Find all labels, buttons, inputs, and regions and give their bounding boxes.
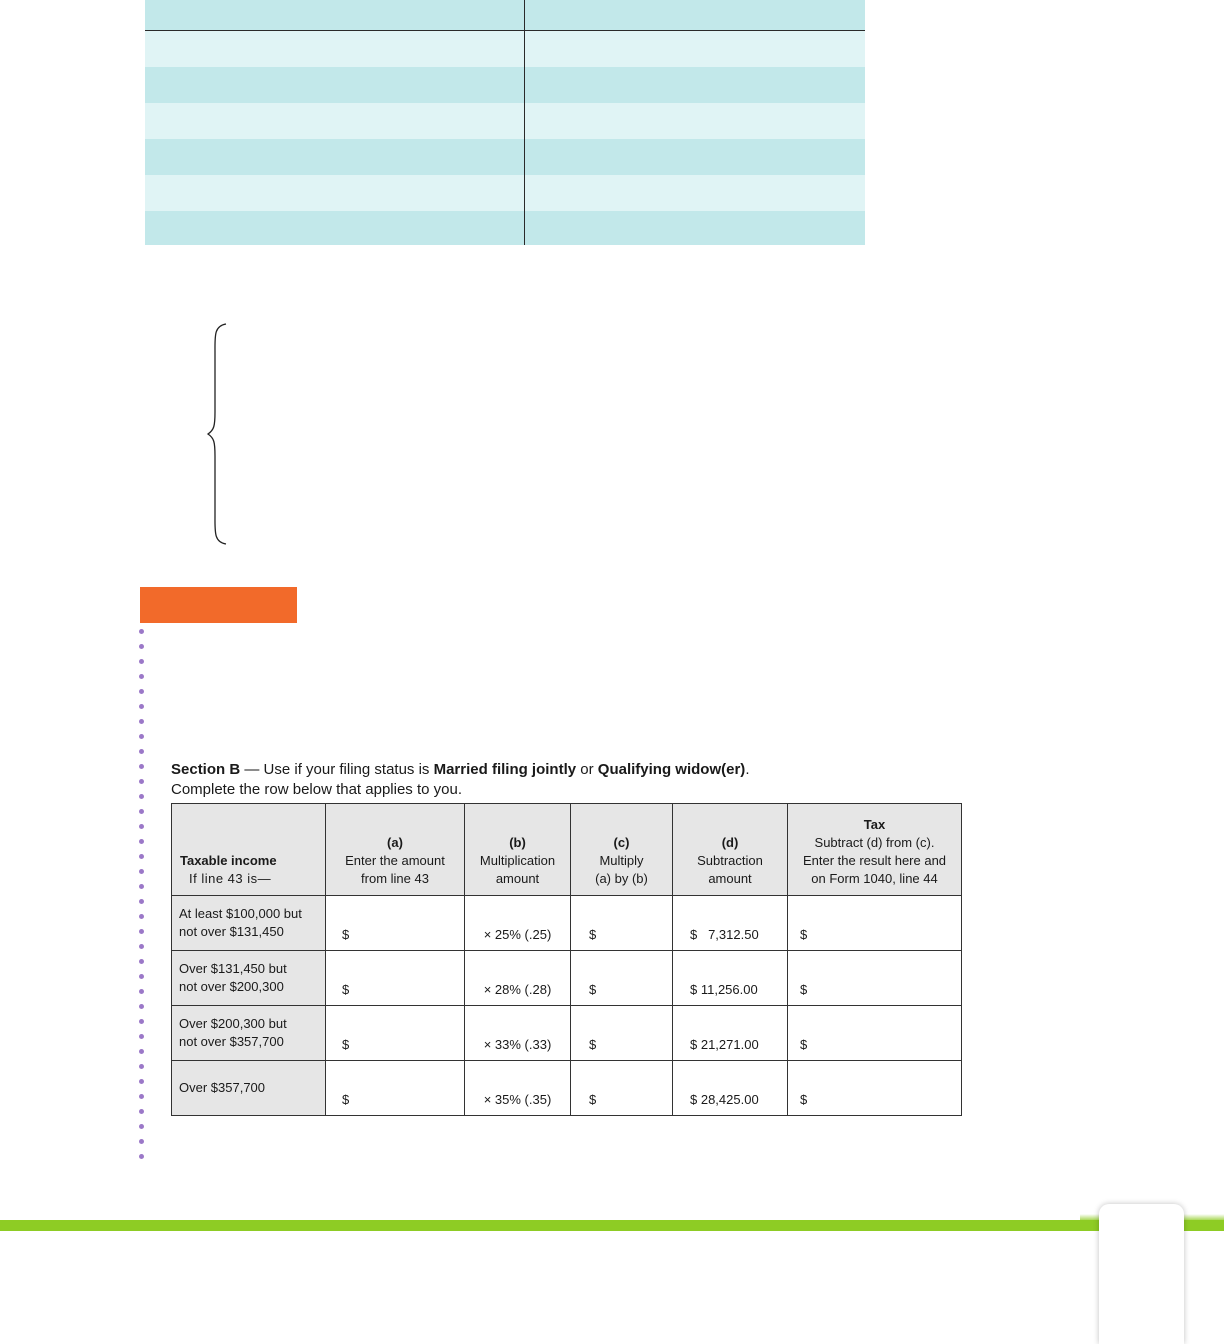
product-c-field[interactable]: $ <box>571 951 673 1006</box>
header-col-tax <box>788 804 962 896</box>
period-text: . <box>745 761 750 778</box>
amount-a-field[interactable]: $ <box>326 1061 465 1116</box>
dotted-margin-line <box>138 626 146 1166</box>
table-row <box>172 1061 962 1116</box>
header-c-line1: Multiply <box>599 853 644 868</box>
striped-table-header <box>145 0 865 31</box>
header-taxable-income <box>172 804 326 896</box>
multiplier-cell: × 35% (.35) <box>465 1061 571 1116</box>
header-a-line2: from line 43 <box>361 871 429 886</box>
header-a-line1: Enter the amount <box>345 853 445 868</box>
striped-row <box>145 211 865 245</box>
amount-a-field[interactable]: $ <box>326 951 465 1006</box>
income-line1: Over $357,700 <box>179 1080 266 1095</box>
header-col-a <box>326 804 465 896</box>
header-b-line2: amount <box>495 871 540 886</box>
header-c-title: (c) <box>613 835 630 850</box>
multiplier-cell: × 33% (.33) <box>465 1006 571 1061</box>
table-row <box>172 951 962 1006</box>
income-line2: not over $200,300 <box>179 979 284 994</box>
table-header-row <box>172 804 962 896</box>
header-c-line2: (a) by (b) <box>595 871 648 886</box>
striped-row <box>145 31 865 67</box>
subtraction-cell: $ 21,271.00 <box>673 1006 788 1061</box>
header-col-b <box>465 804 571 896</box>
header-b-line1: Multiplication <box>479 853 556 868</box>
header-b-title: (b) <box>509 835 526 850</box>
tax-computation-table <box>171 803 962 1116</box>
status-widow: Qualifying widow(er) <box>597 761 746 778</box>
subtraction-cell: $ 28,425.00 <box>673 1061 788 1116</box>
multiplier-cell: × 28% (.28) <box>465 951 571 1006</box>
header-a-title: (a) <box>387 835 403 850</box>
income-range-cell <box>172 1006 326 1061</box>
tax-result-field[interactable]: $ <box>788 1061 962 1116</box>
subtraction-cell: $ 11,256.00 <box>673 951 788 1006</box>
header-tax-title: Tax <box>863 817 886 832</box>
header-tax-line1: Subtract (d) from (c). <box>814 835 935 850</box>
income-line2: not over $131,450 <box>179 924 284 939</box>
striped-table <box>145 0 865 245</box>
tax-result-field[interactable]: $ <box>788 896 962 951</box>
orange-section-tab <box>140 587 297 623</box>
status-married: Married filing jointly <box>433 761 577 778</box>
header-col-d <box>673 804 788 896</box>
footer-green-bar <box>0 1220 1224 1231</box>
striped-row <box>145 175 865 211</box>
section-subtitle: Complete the row below that applies to you. <box>171 781 462 798</box>
income-range-cell <box>172 951 326 1006</box>
page-number-tab <box>1099 1204 1184 1344</box>
striped-row <box>145 139 865 175</box>
header-divider <box>145 30 865 31</box>
income-line1: Over $200,300 but <box>179 1016 287 1031</box>
header-income-sub: If line 43 is— <box>189 871 272 886</box>
header-d-title: (d) <box>721 835 739 850</box>
multiplier-cell: × 25% (.25) <box>465 896 571 951</box>
income-range-cell <box>172 896 326 951</box>
section-label: Section B <box>171 761 241 778</box>
table-row <box>172 896 962 951</box>
income-line1: Over $131,450 but <box>179 961 287 976</box>
product-c-field[interactable]: $ <box>571 896 673 951</box>
header-tax-line2: Enter the result here and <box>802 853 947 868</box>
header-tax-line3: on Form 1040, line 44 <box>811 871 938 886</box>
amount-a-field[interactable]: $ <box>326 896 465 951</box>
table-row <box>172 1006 962 1061</box>
product-c-field[interactable]: $ <box>571 1006 673 1061</box>
amount-a-field[interactable]: $ <box>326 1006 465 1061</box>
income-range-cell <box>172 1061 326 1116</box>
section-title <box>171 760 749 779</box>
tax-result-field[interactable]: $ <box>788 951 962 1006</box>
header-d-line2: amount <box>708 871 752 886</box>
header-income-title: Taxable income <box>180 853 277 868</box>
income-line1: At least $100,000 but <box>179 906 302 921</box>
curly-brace-icon <box>200 322 230 546</box>
striped-row <box>145 103 865 139</box>
product-c-field[interactable]: $ <box>571 1061 673 1116</box>
striped-row <box>145 67 865 103</box>
income-line2: not over $357,700 <box>179 1034 284 1049</box>
subtraction-cell: $ 7,312.50 <box>673 896 788 951</box>
section-dash-text: — Use if your filing status is <box>240 761 434 778</box>
or-text: or <box>576 761 598 778</box>
header-d-line1: Subtraction <box>697 853 763 868</box>
tax-result-field[interactable]: $ <box>788 1006 962 1061</box>
header-col-c <box>571 804 673 896</box>
